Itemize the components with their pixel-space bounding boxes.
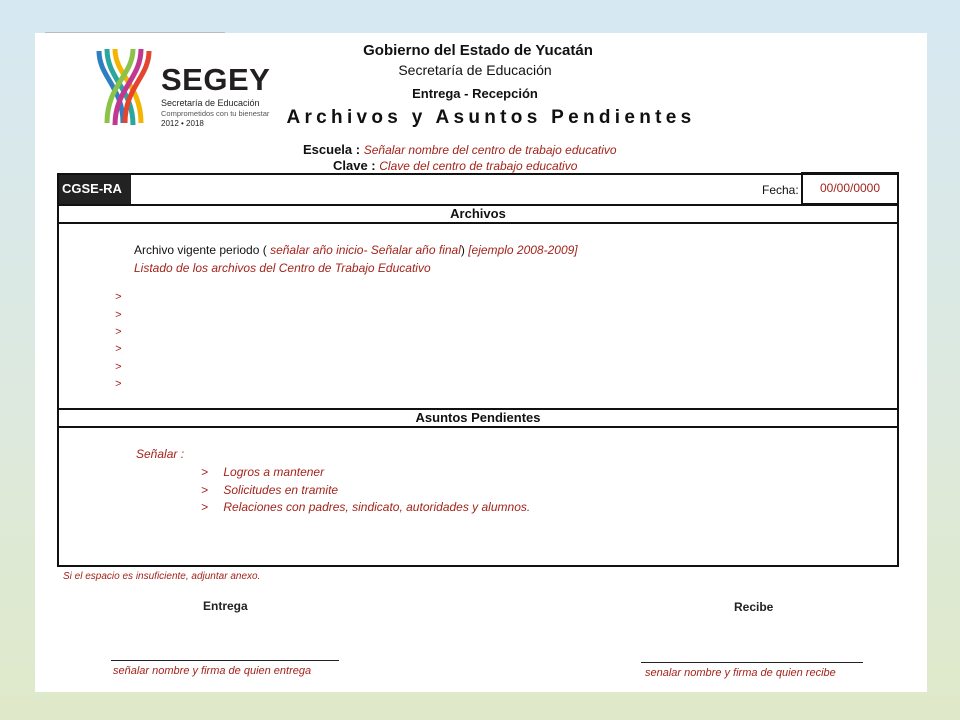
archivos-heading: Archivos — [57, 204, 899, 224]
logo-wordmark: SEGEY — [161, 62, 271, 97]
archivo-bullet: > — [115, 326, 122, 338]
archivo-vigente-prefix: Archivo vigente periodo ( — [134, 243, 267, 257]
form-code-badge: CGSE-RA — [57, 173, 131, 205]
fecha-field[interactable]: 00/00/0000 — [801, 172, 899, 205]
asuntos-heading: Asuntos Pendientes — [57, 408, 899, 428]
asunto-text: Relaciones con padres, sindicato, autoridades y alumnos. — [223, 500, 531, 514]
archivo-bullet: > — [115, 361, 122, 373]
periodo-value[interactable]: señalar año inicio- Señalar año final — [266, 243, 461, 257]
clave-value[interactable]: Clave del centro de trabajo educativo — [379, 159, 578, 173]
periodo-example: [ejemplo 2008-2009] — [464, 243, 578, 257]
document-title: Archivos y Asuntos Pendientes — [286, 107, 696, 128]
logo-years: 2012 • 2018 — [161, 119, 204, 128]
archivo-vigente-line — [134, 243, 578, 257]
archivos-list-caption: Listado de los archivos del Centro de Trabajo Educativo — [134, 261, 431, 275]
escuela-row — [303, 142, 617, 157]
archivo-bullet: > — [115, 291, 122, 303]
asunto-marker: > — [201, 500, 209, 514]
archivo-vigente-close: ) — [460, 243, 465, 257]
process-heading: Entrega - Recepción — [412, 86, 538, 101]
asunto-item — [201, 465, 324, 479]
logo-subtitle: Secretaría de Educación — [161, 98, 260, 108]
top-rule — [45, 32, 225, 33]
escuela-value[interactable]: Señalar nombre del centro de trabajo educativo — [363, 143, 617, 157]
asunto-marker: > — [201, 465, 209, 479]
asunto-text: Logros a mantener — [223, 465, 325, 479]
archivo-bullet: > — [115, 309, 122, 321]
recibe-label: Recibe — [734, 600, 774, 614]
entrega-caption: señalar nombre y firma de quien entrega — [113, 665, 312, 677]
clave-row — [333, 158, 577, 173]
archivo-bullet: > — [115, 343, 122, 355]
asunto-item — [201, 483, 338, 497]
government-heading: Gobierno del Estado de Yucatán — [363, 42, 593, 59]
document-sheet — [35, 33, 927, 692]
asunto-marker: > — [201, 483, 209, 497]
clave-label: Clave : — [333, 158, 376, 173]
asuntos-intro: Señalar : — [136, 447, 185, 461]
asunto-item — [201, 500, 530, 514]
fecha-label: Fecha: — [762, 183, 799, 197]
insufficient-space-note: Si el espacio es insuficiente, adjuntar anexo. — [63, 571, 261, 582]
recibe-signature-line[interactable] — [641, 662, 863, 663]
secretariat-heading: Secretaría de Educación — [398, 62, 552, 78]
archivo-bullet: > — [115, 378, 122, 390]
recibe-caption: senalar nombre y firma de quien recibe — [645, 667, 836, 679]
escuela-label: Escuela : — [303, 142, 361, 157]
asunto-text: Solicitudes en tramite — [223, 483, 339, 497]
entrega-signature-line[interactable] — [111, 660, 339, 661]
logo-tagline: Comprometidos con tu bienestar — [161, 109, 270, 118]
entrega-label: Entrega — [203, 599, 248, 613]
header-band-border — [57, 173, 899, 206]
